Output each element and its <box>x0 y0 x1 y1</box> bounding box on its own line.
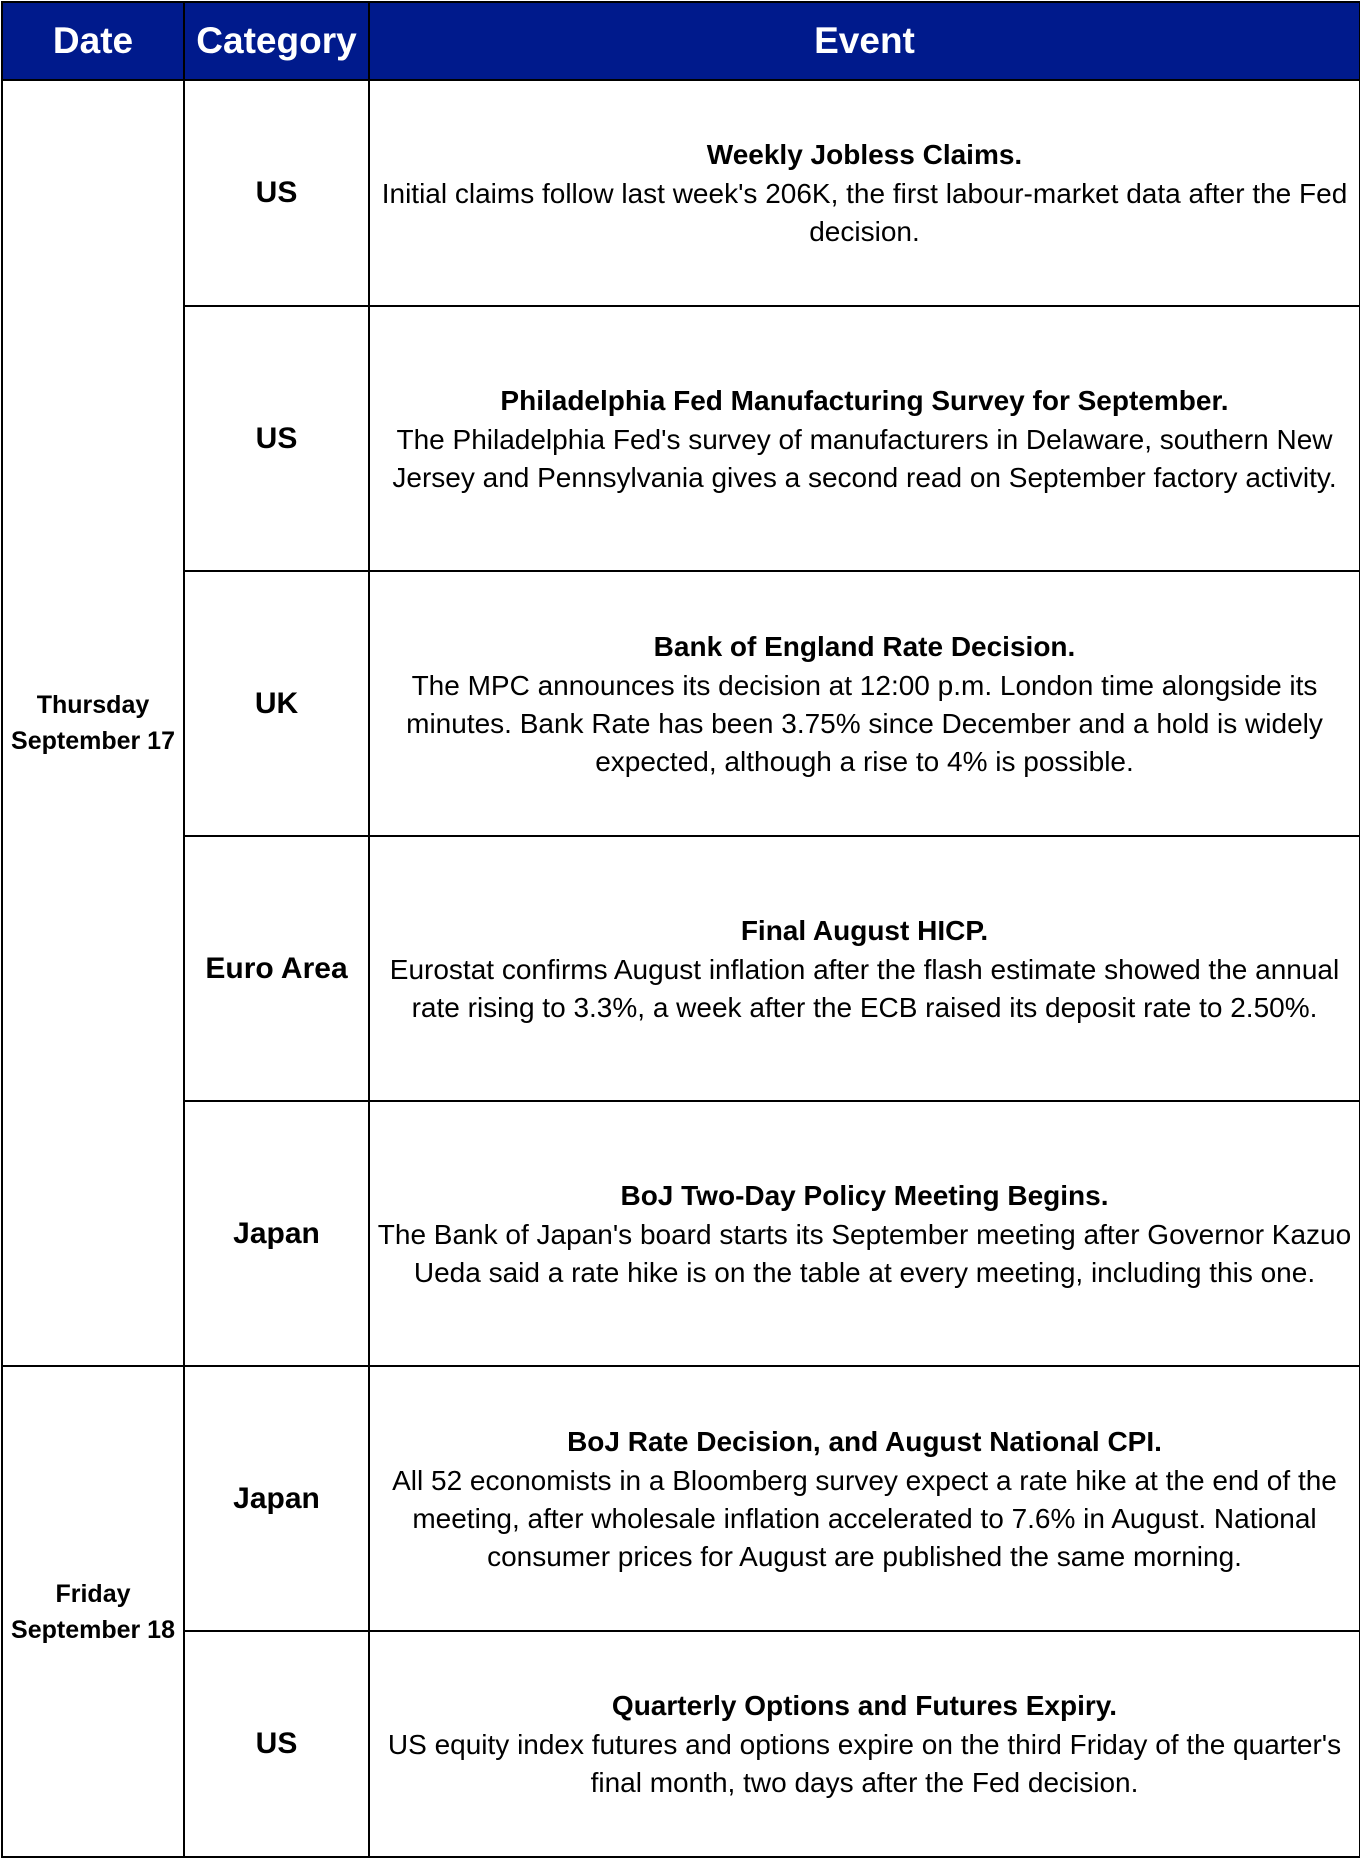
category-cell: Japan <box>184 1366 369 1631</box>
event-column-header: Event <box>369 2 1360 80</box>
table-row <box>2 1101 1360 1366</box>
table-row <box>2 571 1360 836</box>
event-description: Eurostat confirms August inflation after the flash estimate showed the annual rate rising to 3.3%, a week after the ECB raised its deposit rate to 2.50%. <box>389 953 1340 1023</box>
event-cell <box>369 1631 1360 1857</box>
weekday-label: Friday <box>55 1579 131 1608</box>
table-row <box>2 836 1360 1101</box>
event-description: US equity index futures and options expire on the third Friday of the quarter's final month, two days after the Fed decision. <box>387 1729 1342 1798</box>
event-description: The Bank of Japan's board starts its September meeting after Governor Kazuo Ueda said a rate hike is on the table at every meeting, including this one. <box>377 1218 1352 1288</box>
category-cell: Japan <box>184 1101 369 1366</box>
event-cell <box>369 80 1360 306</box>
event-title: Philadelphia Fed Manufacturing Survey for September. <box>500 384 1229 416</box>
table-row <box>2 1366 1360 1631</box>
date-cell-friday <box>2 1366 184 1857</box>
category-column-header: Category <box>184 2 369 80</box>
event-description: All 52 economists in a Bloomberg survey expect a rate hike at the end of the meeting, after wholesale inflation accelerated to 7.6% in August. National consumer prices for August are published the same morning. <box>392 1464 1337 1572</box>
category-cell: US <box>184 80 369 306</box>
event-cell <box>369 1101 1360 1366</box>
event-cell <box>369 306 1360 571</box>
event-cell <box>369 1366 1360 1631</box>
event-description: Initial claims follow last week's 206K, the first labour-market data after the Fed decision. <box>381 178 1348 247</box>
category-cell: Euro Area <box>184 836 369 1101</box>
category-cell: UK <box>184 571 369 836</box>
header-row <box>2 2 1360 80</box>
date-label: September 18 <box>11 1615 175 1644</box>
category-cell: US <box>184 306 369 571</box>
event-cell <box>369 836 1360 1101</box>
event-title: BoJ Two-Day Policy Meeting Begins. <box>620 1179 1109 1211</box>
date-cell-thursday <box>2 80 184 1366</box>
table-row <box>2 80 1360 306</box>
date-label: September 17 <box>11 727 175 755</box>
weekday-label: Thursday <box>36 691 150 719</box>
table-row <box>2 306 1360 571</box>
event-description: The MPC announces its decision at 12:00 p.m. London time alongside its minutes. Bank Rate has been 3.75% since December and a hold is widely expected, although a rise to 4% is possible. <box>406 669 1323 777</box>
category-cell: US <box>184 1631 369 1857</box>
event-title: Quarterly Options and Futures Expiry. <box>611 1690 1118 1721</box>
date-column-header: Date <box>2 2 184 80</box>
event-title: BoJ Rate Decision, and August National CPI. <box>567 1425 1162 1457</box>
table-row <box>2 1631 1360 1857</box>
event-cell <box>369 571 1360 836</box>
economic-calendar-table <box>1 1 1360 1858</box>
event-title: Bank of England Rate Decision. <box>653 630 1076 662</box>
event-title: Final August HICP. <box>740 914 989 946</box>
event-title: Weekly Jobless Claims. <box>706 139 1023 170</box>
event-description: The Philadelphia Fed's survey of manufacturers in Delaware, southern New Jersey and Pennsylvania gives a second read on September factory activity. <box>392 423 1337 493</box>
